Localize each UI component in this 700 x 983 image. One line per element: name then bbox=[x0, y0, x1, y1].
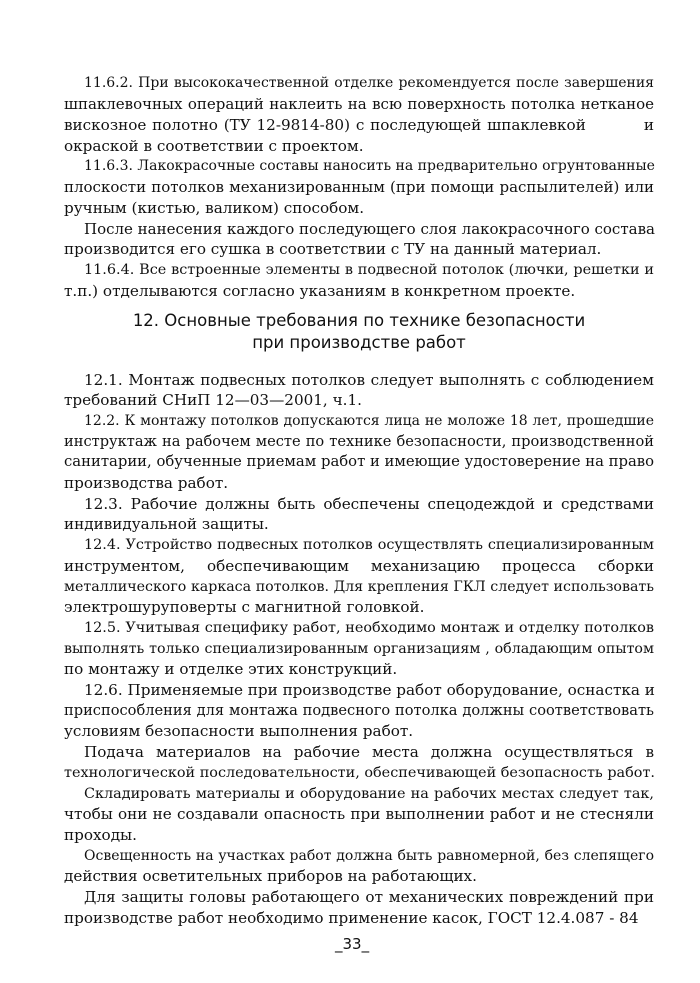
text-line: санитарии, обученные приемам работ и имеющие удостоверение на право bbox=[64, 453, 655, 470]
text-line: производится его сушка в соответствии с ТУ на данный материал. bbox=[64, 240, 602, 258]
text-line: инструктаж на рабочем месте по технике безопасности, производственной bbox=[64, 433, 654, 450]
text-line: действия осветительных приборов на работающих. bbox=[64, 867, 477, 885]
page-number: _33_ bbox=[335, 935, 370, 953]
text-line: производстве работ необходимо применение касок, ГОСТ 12.4.087 - 84 bbox=[64, 909, 639, 927]
section-heading: при производстве работ bbox=[252, 333, 466, 352]
text-line: 12.6. Применяемые при производстве работ оборудование, оснастка и bbox=[84, 681, 655, 699]
text-line: приспособления для монтажа подвесного потолка должны соответствовать bbox=[64, 702, 654, 719]
text-line: выполнять только специализированным организациям , обладающим опытом bbox=[64, 641, 654, 657]
section-heading: 12. Основные требования по технике безопасности bbox=[132, 311, 586, 330]
text-line: проходы. bbox=[64, 826, 137, 844]
text-line: окраской в соответствии с проектом. bbox=[64, 137, 364, 155]
text-line: После нанесения каждого последующего слоя лакокрасочного состава bbox=[84, 220, 655, 238]
text-line: Складировать материалы и оборудование на рабочих местах следует так, bbox=[84, 786, 654, 802]
text-line: требований СНиП 12—03—2001, ч.1. bbox=[64, 391, 362, 409]
text-line: 12.3. Рабочие должны быть обеспечены спецодеждой и средствами bbox=[84, 495, 654, 513]
text-line: 12.1. Монтаж подвесных потолков следует выполнять с соблюдением bbox=[84, 371, 654, 389]
text-line: вискозное полотно (ТУ 12-9814-80) с последующей шпаклевкой и bbox=[64, 116, 654, 134]
text-line: индивидуальной защиты. bbox=[64, 515, 269, 533]
text-line: Освещенность на участках работ должна быть равномерной, без слепящего bbox=[84, 848, 654, 864]
text-line: 11.6.4. Все встроенные элементы в подвесной потолок (лючки, решетки и bbox=[84, 262, 654, 278]
text-line: условиям безопасности выполнения работ. bbox=[64, 722, 414, 740]
text-line: производства работ. bbox=[64, 474, 229, 492]
text-line: 12.2. К монтажу потолков допускаются лица не моложе 18 лет, прошедшие bbox=[84, 413, 654, 429]
text-line: электрошуруповерты с магнитной головкой. bbox=[64, 598, 425, 616]
text-line: технологической последовательности, обеспечивающей безопасность работ. bbox=[64, 765, 655, 781]
text-line: ручным (кистью, валиком) способом. bbox=[64, 199, 365, 217]
text-line: по монтажу и отделке этих конструкций. bbox=[64, 660, 398, 678]
text-line: 11.6.3. Лакокрасочные составы наносить на предварительно огрунтованные bbox=[84, 158, 655, 174]
text-line: 12.5. Учитывая специфику работ, необходимо монтаж и отделку потолков bbox=[84, 620, 654, 636]
text-line: чтобы они не создавали опасность при выполнении работ и не стесняли bbox=[64, 805, 654, 823]
text-line: 11.6.2. При высококачественной отделке рекомендуется после завершения bbox=[84, 75, 654, 91]
text-line: плоскости потолков механизированным (при помощи распылителей) или bbox=[64, 178, 654, 196]
text-line: инструментом, обеспечивающим механизацию процесса сборки bbox=[64, 557, 654, 575]
text-line: шпаклевочных операций наклеить на всю поверхность потолка нетканое bbox=[64, 95, 654, 113]
text-line: Подача материалов на рабочие места должна осуществляться в bbox=[84, 743, 654, 761]
text-line: Для защиты головы работающего от механических повреждений при bbox=[84, 888, 654, 906]
text-line: т.п.) отделываются согласно указаниям в конкретном проекте. bbox=[64, 282, 576, 300]
text-line: 12.4. Устройство подвесных потолков осуществлять специализированным bbox=[84, 537, 654, 553]
text-line: металлического каркаса потолков. Для крепления ГКЛ следует использовать bbox=[64, 579, 654, 595]
